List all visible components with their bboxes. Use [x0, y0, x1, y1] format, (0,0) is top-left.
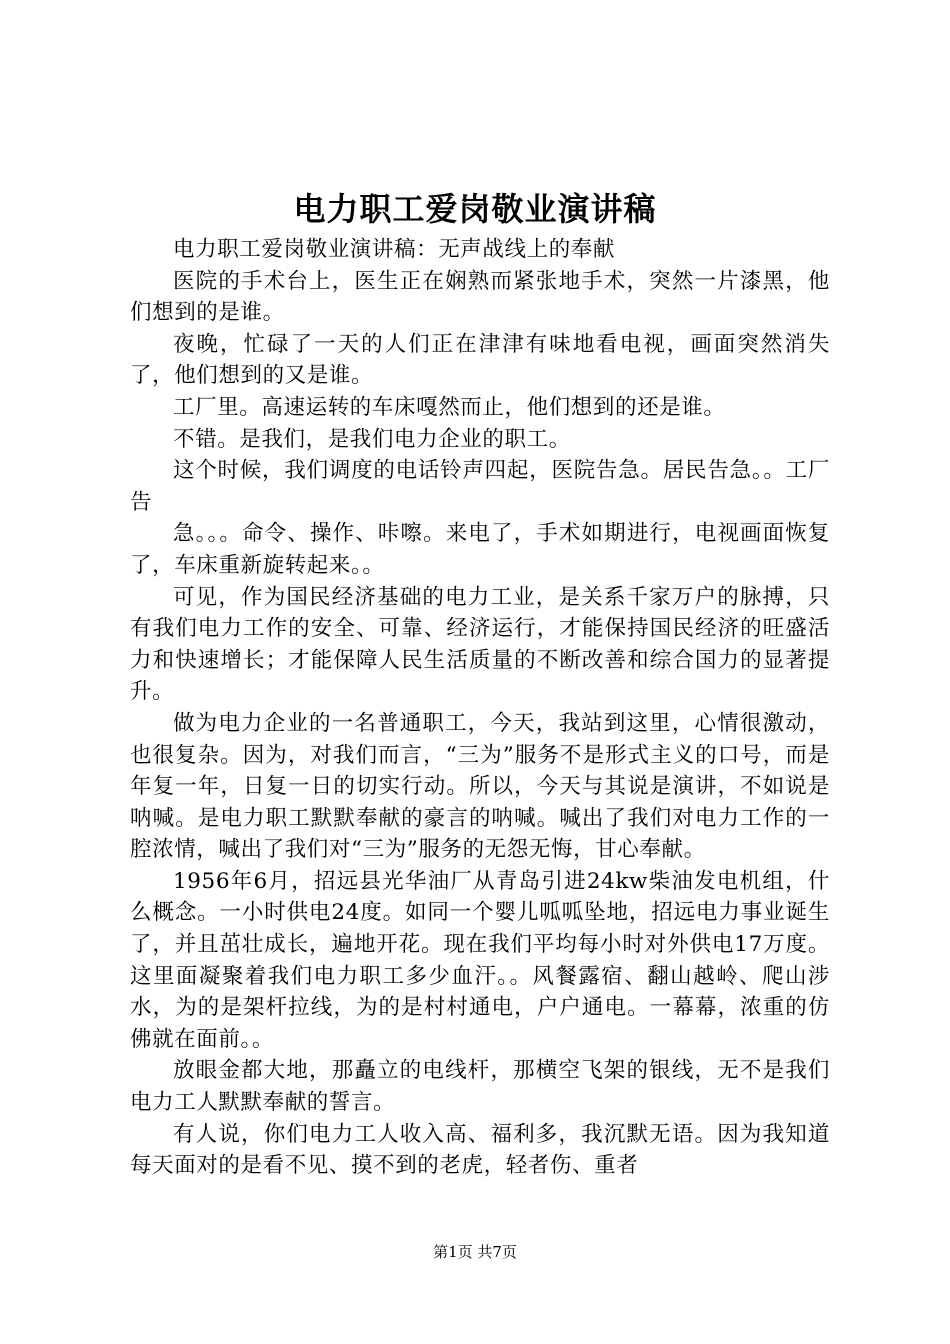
paragraph: 有人说，你们电力工人收入高、福利多，我沉默无语。因为我知道每天面对的是看不见、摸不到的老虎，轻者伤、重者	[130, 1121, 830, 1179]
paragraph: 不错。是我们，是我们电力企业的职工。	[173, 426, 571, 452]
paragraph: 医院的手术台上，医生正在娴熟而紧张地手术，突然一片漆黑，他们想到的是谁。	[130, 268, 830, 326]
paragraph: 1956年6月，招远县光华油厂从青岛引进24kw柴油发电机组，什么概念。一小时供电24度。如同一个婴儿呱呱坠地，招远电力事业诞生了，并且茁壮成长，遍地开花。现在我们平均每小时对外供电17万度。这里面凝聚着我们电力职工多少血汗。。风餐露宿、翻山越岭、爬山涉水，为的是架杆拉线，为的是村村通电，户户通电。一幕幕，浓重的仿佛就在面前。。	[130, 868, 830, 1052]
paragraph: 可见，作为国民经济基础的电力工业，是关系千家万户的脉搏，只有我们电力工作的安全、可靠、经济运行，才能保持国民经济的旺盛活力和快速增长；才能保障人民生活质量的不断改善和综合国力的显著提升。	[130, 584, 830, 705]
paragraph: 急。。。命令、操作、咔嚓。来电了，手术如期进行，电视画面恢复了，车床重新旋转起来。。	[130, 521, 830, 578]
paragraph: 这个时候，我们调度的电话铃声四起，医院告急。居民告急。。工厂告	[130, 458, 830, 515]
document-body	[130, 234, 830, 1182]
paragraph: 工厂里。高速运转的车床嘎然而止，他们想到的还是谁。	[173, 394, 726, 420]
paragraph: 电力职工爱岗敬业演讲稿：无声战线上的奉献	[173, 237, 616, 262]
paragraph: 做为电力企业的一名普通职工，今天，我站到这里，心情很激动，也很复杂。因为，对我们而言，“三为”服务不是形式主义的口号，而是年复一年，日复一日的切实行动。所以，今天与其说是演讲，不如说是呐喊。是电力职工默默奉献的豪言的呐喊。喊出了我们对电力工作的一腔浓情，喊出了我们对“三为”服务的无怨无悔，甘心奉献。	[130, 710, 830, 863]
document-title: 电力职工爱岗敬业演讲稿	[293, 190, 657, 228]
paragraph: 放眼金都大地，那矗立的电线杆，那横空飞架的银线，无不是我们电力工人默默奉献的誓言。	[130, 1058, 830, 1116]
page-indicator: 第1页 共7页	[433, 1243, 517, 1261]
paragraph: 夜晚，忙碌了一天的人们正在津津有味地看电视，画面突然消失了，他们想到的又是谁。	[130, 331, 830, 389]
